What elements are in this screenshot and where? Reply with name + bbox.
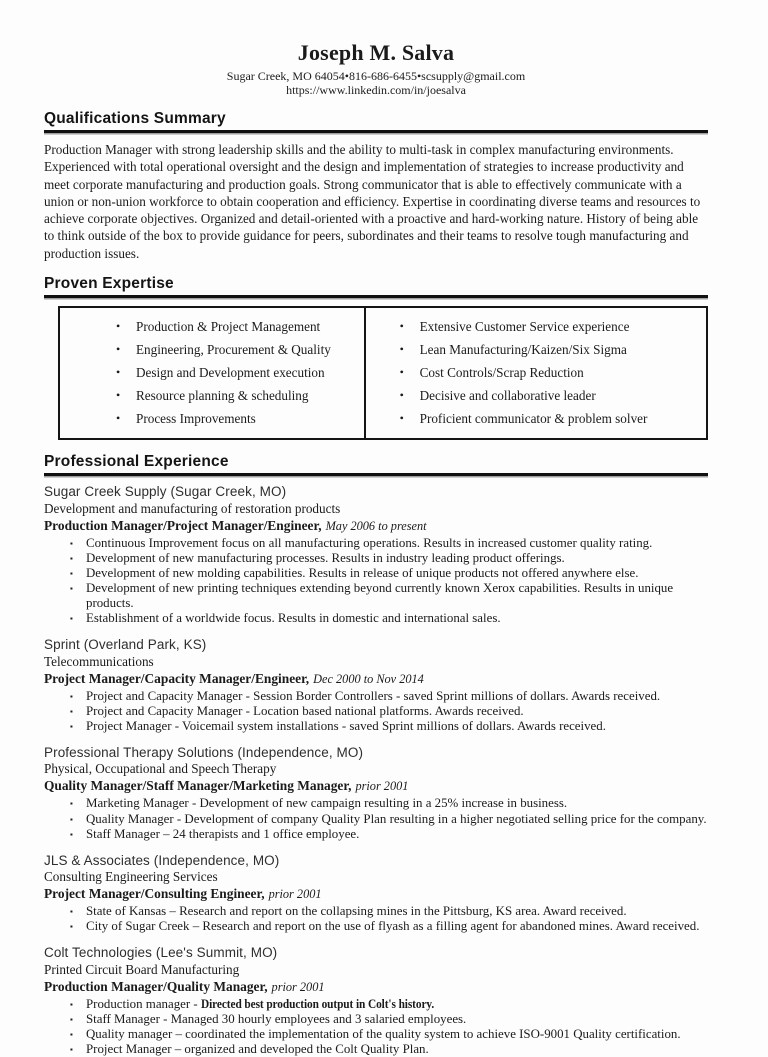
company-description: Physical, Occupational and Speech Therapy [44,761,277,777]
job-bullet-text: City of Sugar Creek – Research and report on the use of flyash as a filling agent for abandoned mines. Award received. [86,919,700,934]
jobs-container [44,483,708,1057]
square-bullet-icon: ▪ [70,1030,73,1040]
job-title-line [44,777,708,795]
expertise-item [366,361,706,384]
expertise-item [366,407,706,430]
job-title: Production Manager/Project Manager/Engineer, [44,517,322,533]
job-bullet-text: Project and Capacity Manager - Session Border Controllers - saved Sprint millions of dollars. Awards received. [86,688,661,703]
job-bullet [44,1027,708,1042]
company-name: Sprint (Overland Park, KS) [44,637,207,653]
round-bullet-icon: • [399,388,404,403]
job-bullet [44,919,708,934]
job-bullet [44,827,708,842]
job-bullet-list [44,796,708,841]
job-dates: May 2006 to present [325,518,427,533]
job-bullet [44,1042,708,1057]
job-title-line [44,978,708,996]
job-bullet [44,812,708,827]
job-bullet [44,704,708,719]
job-bullet-text: Development of new manufacturing processes. Results in industry leading product offerings. [86,550,565,565]
expertise-list-left [60,308,366,438]
expertise-item [366,338,706,361]
square-bullet-icon: ▪ [70,553,73,563]
company-name: JLS & Associates (Independence, MO) [44,852,280,868]
job-bullet [44,719,708,734]
job-bullet-text: Staff Manager – 24 therapists and 1 office employee. [86,826,360,841]
job-bullet [44,536,708,551]
square-bullet-icon: ▪ [70,907,73,917]
expertise-item [366,315,706,338]
square-bullet-icon: ▪ [70,614,73,624]
job-dates: prior 2001 [268,887,322,902]
section-expertise [44,275,708,440]
job-entry [44,944,708,1057]
qualifications-heading: Qualifications Summary [44,110,708,133]
job-bullet-text: Project Manager - Voicemail system installations - saved Sprint millions of dollars. Awards received. [86,718,606,733]
job-title: Quality Manager/Staff Manager/Marketing Manager, [44,778,352,794]
expertise-item-label: Production & Project Management [136,319,321,335]
section-experience [44,453,708,1057]
job-dates: prior 2001 [355,779,409,794]
resume-header [44,40,708,97]
job-bullet-list [44,904,708,934]
expertise-item [60,384,364,407]
company-description: Telecommunications [44,653,154,669]
expertise-item-label: Process Improvements [136,411,256,427]
round-bullet-icon: • [116,319,121,334]
square-bullet-icon: ▪ [70,814,73,824]
contact-line: Sugar Creek, MO 64054•816-686-6455•scsupply@gmail.com [226,69,526,83]
company-name: Colt Technologies (Lee's Summit, MO) [44,945,278,961]
round-bullet-icon: • [399,411,404,426]
person-name: Joseph M. Salva [297,40,455,65]
expertise-item [60,338,364,361]
expertise-item-label: Decisive and collaborative leader [419,388,596,404]
job-title: Project Manager/Capacity Manager/Engineer, [44,670,310,686]
expertise-item-label: Engineering, Procurement & Quality [136,342,331,358]
expertise-item-label: Resource planning & scheduling [136,388,309,404]
expertise-item-label: Proficient communicator & problem solver [419,411,648,427]
job-bullet-text: State of Kansas – Research and report on the collapsing mines in the Pittsburg, KS area. Award received. [86,904,627,919]
square-bullet-icon: ▪ [70,706,73,716]
job-bullet-text: Project Manager – organized and developed the Colt Quality Plan. [86,1042,429,1057]
job-bullet [44,611,708,626]
expertise-item [60,361,364,384]
section-qualifications [44,110,708,262]
round-bullet-icon: • [399,365,404,380]
job-bullet-text: Development of new molding capabilities. Results in release of unique products not offered anywhere else. [86,565,639,580]
expertise-heading: Proven Expertise [44,275,708,298]
company-description: Printed Circuit Board Manufacturing [44,961,240,977]
qualifications-summary-text: Production Manager with strong leadership skills and the ability to multi-task in complex manufacturing environments. Experienced with total operational oversight and the design and implementation of strategies to increase productivity and meet corporate manufacturing and production goals. Strong communicator that is able to effectively communicate with a union or non-union workforce to obtain cooperation and efficiency. Expertise in coordinating diverse teams and resources to achieve corporate objectives. Organized and detail-oriented with a proactive and hard-working nature. History of being able to think outside of the box to provide guidance for peers, subordinates and their teams to resolve tough manufacturing and production issues. [44,142,701,261]
job-entry [44,744,708,842]
job-bullet-text: Project and Capacity Manager - Location based national platforms. Awards received. [86,703,524,718]
experience-heading: Professional Experience [44,453,708,476]
square-bullet-icon: ▪ [70,829,73,839]
expertise-item [60,407,364,430]
expertise-list-right [366,308,706,438]
job-bullet-text: Establishment of a worldwide focus. Results in domestic and international sales. [86,611,501,626]
expertise-item-label: Lean Manufacturing/Kaizen/Six Sigma [419,342,627,358]
expertise-table [58,306,708,440]
expertise-item [60,315,364,338]
square-bullet-icon: ▪ [70,999,73,1009]
job-bullet [44,581,708,611]
job-bullet [44,796,708,811]
expertise-item [366,384,706,407]
square-bullet-icon: ▪ [70,721,73,731]
linkedin-url: https://www.linkedin.com/in/joesalva [286,83,466,97]
square-bullet-icon: ▪ [70,538,73,548]
square-bullet-icon: ▪ [70,583,73,593]
job-bullet-text: Marketing Manager - Development of new campaign resulting in a 25% increase in business. [86,796,568,811]
job-bullet-list [44,997,708,1057]
square-bullet-icon: ▪ [70,1045,73,1055]
square-bullet-icon: ▪ [70,691,73,701]
job-title: Production Manager/Quality Manager, [44,978,268,994]
square-bullet-icon: ▪ [70,568,73,578]
job-bullet-text: Production manager - Directed best production output in Colt's history. [86,996,435,1011]
job-title-line [44,670,708,688]
job-entry [44,483,708,626]
company-description: Development and manufacturing of restoration products [44,500,341,516]
round-bullet-icon: • [116,342,121,357]
round-bullet-icon: • [399,342,404,357]
job-dates: prior 2001 [271,979,325,994]
expertise-item-label: Extensive Customer Service experience [419,319,630,335]
job-bullet [44,689,708,704]
job-title: Project Manager/Consulting Engineer, [44,886,265,902]
expertise-item-label: Cost Controls/Scrap Reduction [419,365,584,381]
round-bullet-icon: • [399,319,404,334]
job-bullet-list [44,536,708,627]
job-bullet-list [44,689,708,734]
job-title-line [44,885,708,903]
company-description: Consulting Engineering Services [44,869,218,885]
job-bullet-text: Quality Manager - Development of company Quality Plan resulting in a higher negotiated selling price for the company. [86,811,707,826]
round-bullet-icon: • [116,388,121,403]
job-bullet-text: Continuous Improvement focus on all manufacturing operations. Results in increased customer quality rating. [86,535,653,550]
job-bullet [44,904,708,919]
job-title-line [44,517,708,535]
round-bullet-icon: • [116,411,121,426]
round-bullet-icon: • [116,365,121,380]
job-bullet [44,997,708,1012]
job-bullet [44,1012,708,1027]
job-bullet-text: Quality manager – coordinated the implementation of the quality system to achieve ISO-9001 Quality certification. [86,1027,681,1042]
job-entry [44,636,708,734]
job-bullet [44,566,708,581]
job-bullet-text: Development of new printing techniques extending beyond currently known Xerox capabilities. Results in unique products. [86,580,674,610]
job-bullet-text: Staff Manager - Managed 30 hourly employees and 3 salaried employees. [86,1011,467,1026]
square-bullet-icon: ▪ [70,922,73,932]
square-bullet-icon: ▪ [70,799,73,809]
job-bullet [44,551,708,566]
job-dates: Dec 2000 to Nov 2014 [313,671,424,686]
expertise-item-label: Design and Development execution [136,365,325,381]
job-entry [44,852,708,935]
square-bullet-icon: ▪ [70,1014,73,1024]
company-name: Sugar Creek Supply (Sugar Creek, MO) [44,484,287,500]
company-name: Professional Therapy Solutions (Independence, MO) [44,744,364,760]
